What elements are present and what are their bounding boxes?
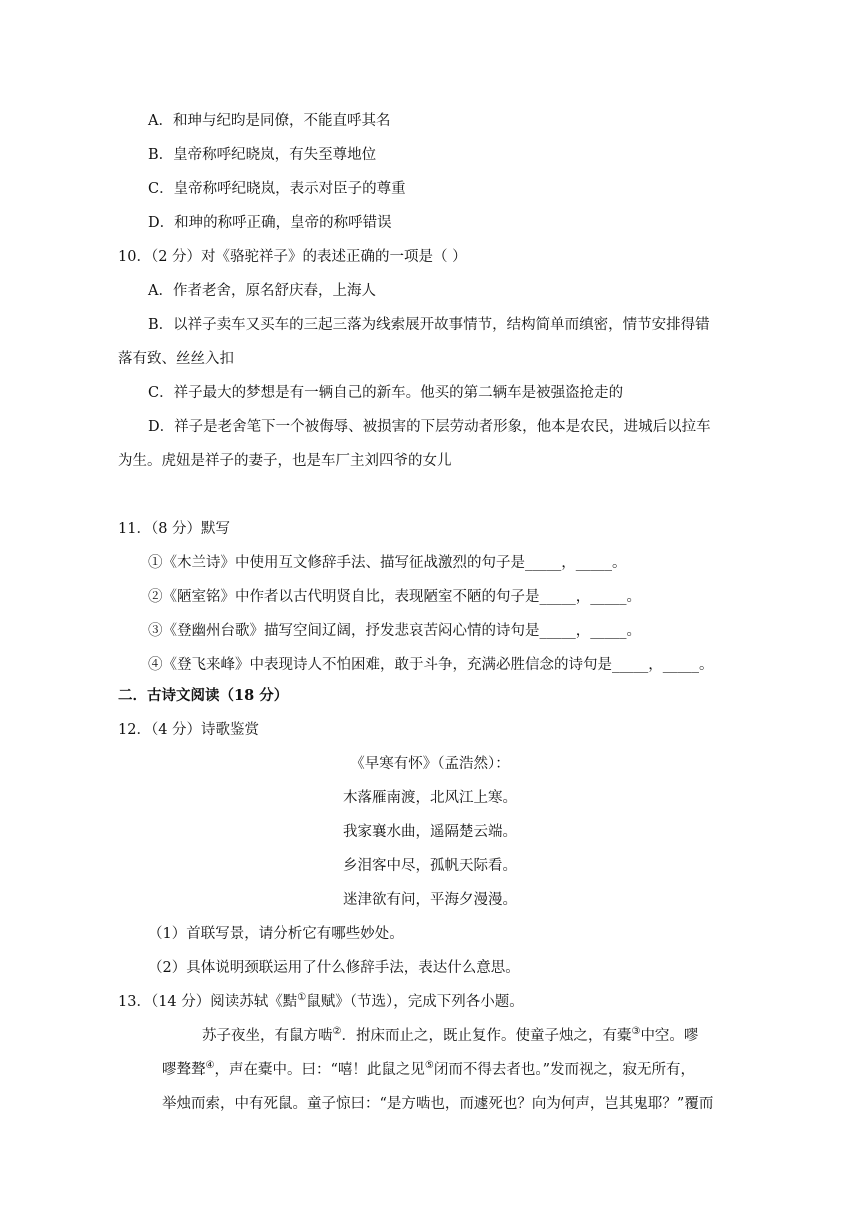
- q12-subquestion-2: （2）具体说明颈联运用了什么修辞手法，表达什么意思。: [148, 960, 520, 976]
- passage-line-2: 嘐聱聱④，声在橐中。曰：“嘻！此鼠之见⑤闭而不得去者也。”发而视之，寂无所有，: [162, 1060, 696, 1078]
- footnote-marker: ①: [297, 992, 307, 1003]
- footnote-marker: ④: [205, 1060, 215, 1071]
- q11-item-2: ②《陋室铭》中作者以古代明贤自比，表现陋室不陋的句子是_____，_____。: [148, 589, 641, 605]
- q12-subquestion-1: （1）首联写景，请分析它有哪些妙处。: [148, 926, 404, 942]
- q9-option-c: C．皇帝称呼纪晓岚，表示对臣子的尊重: [148, 181, 406, 197]
- q10-option-b-line2: 落有致、丝丝入扣: [118, 351, 234, 367]
- q9-option-a: A．和珅与纪昀是同僚，不能直呼其名: [148, 113, 391, 129]
- q11-item-4: ④《登飞来峰》中表现诗人不怕困难，敢于斗争，充满必胜信念的诗句是_____，_____。: [148, 657, 714, 673]
- q9-option-b: B．皇帝称呼纪晓岚，有失至尊地位: [148, 147, 377, 163]
- poem-line-2: 我家襄水曲，遥隔楚云端。: [343, 824, 517, 840]
- q10-option-d-line2: 为生。虎妞是祥子的妻子，也是车厂主刘四爷的女儿: [118, 453, 452, 469]
- poem-line-4: 迷津欲有问，平海夕漫漫。: [343, 892, 517, 908]
- passage-line-1: 苏子夜坐，有鼠方啮②．拊床而止之，既止复作。使童子烛之，有橐③中空。嘐: [202, 1026, 699, 1044]
- poem-line-1: 木落雁南渡，北风江上寒。: [343, 790, 517, 806]
- section-heading: 二．古诗文阅读（18 分）: [118, 687, 289, 704]
- q11-item-3: ③《登幽州台歌》描写空间辽阔，抒发悲哀苦闷心情的诗句是_____，_____。: [148, 623, 641, 639]
- footnote-marker: ②: [332, 1026, 342, 1037]
- q10-option-c: C．祥子最大的梦想是有一辆自己的新车。他买的第二辆车是被强盗抢走的: [148, 385, 624, 401]
- q11-item-1: ①《木兰诗》中使用互文修辞手法、描写征战激烈的句子是_____，_____。: [148, 555, 627, 571]
- q10-option-d-line1: D．祥子是老舍笔下一个被侮辱、被损害的下层劳动者形象，他本是农民，进城后以拉车: [148, 419, 711, 435]
- q10-option-a: A．作者老舍，原名舒庆春，上海人: [148, 283, 376, 299]
- q9-option-d: D．和珅的称呼正确，皇帝的称呼错误: [148, 215, 392, 231]
- q12-stem: 12．（4 分）诗歌鉴赏: [118, 722, 260, 738]
- footnote-marker: ③: [631, 1026, 641, 1037]
- footnote-marker: ⑤: [424, 1060, 434, 1071]
- q10-option-b-line1: B．以祥子卖车又买车的三起三落为线索展开故事情节，结构简单而缜密，情节安排得错: [148, 317, 710, 333]
- q11-stem: 11．（8 分）默写: [118, 521, 231, 537]
- poem-line-3: 乡泪客中尽，孤帆天际看。: [343, 858, 517, 874]
- passage-line-3: 举烛而索，中有死鼠。童子惊曰：“是方啮也，而遽死也？向为何声，岂其鬼耶？”覆而: [162, 1096, 714, 1112]
- poem-title: 《早寒有怀》（孟浩然）：: [350, 756, 510, 772]
- q13-stem: 13．（14 分）阅读苏轼《黠①鼠赋》（节选），完成下列各小题。: [118, 992, 524, 1010]
- q10-stem: 10．（2 分）对《骆驼祥子》的表述正确的一项是（ ）: [118, 249, 467, 265]
